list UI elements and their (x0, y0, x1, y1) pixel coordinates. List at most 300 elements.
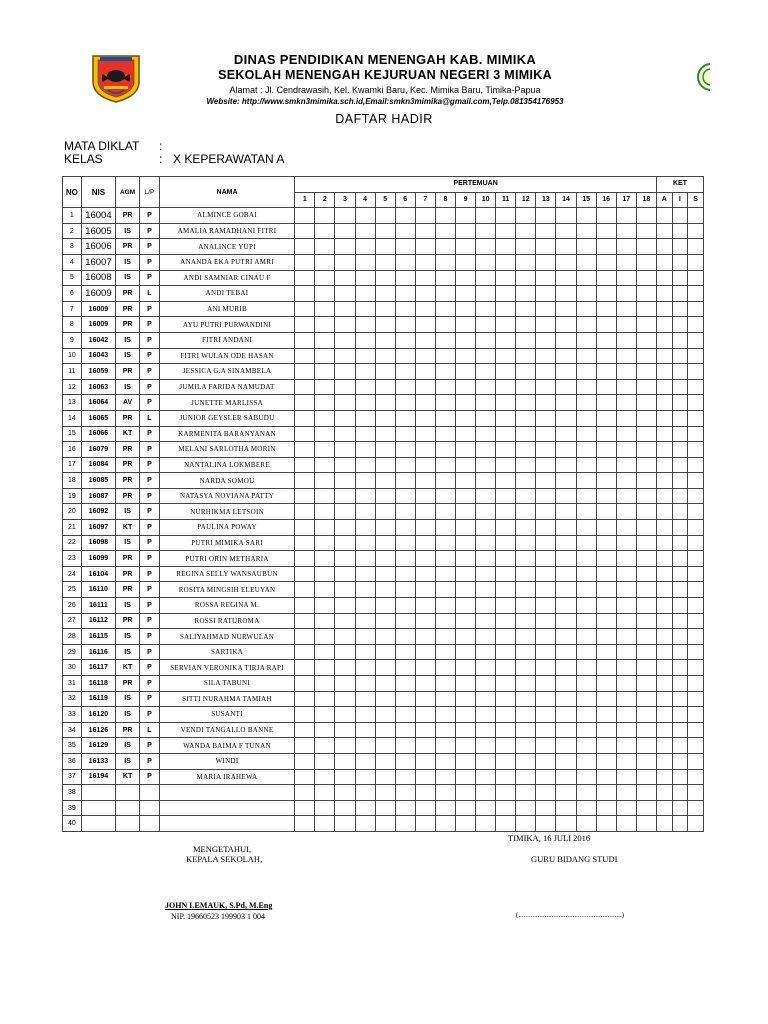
student-nis: 16005 (81, 223, 115, 239)
attendance-cell (496, 301, 516, 317)
pertemuan-number: 9 (455, 192, 475, 208)
attendance-cell (596, 239, 616, 255)
table-row (63, 566, 704, 582)
attendance-cell (636, 286, 656, 302)
attendance-cell (576, 676, 596, 692)
attendance-cell (395, 442, 415, 458)
table-row (63, 800, 704, 816)
attendance-cell (616, 598, 636, 614)
attendance-cell (455, 691, 475, 707)
attendance-cell (415, 800, 435, 816)
student-gender: P (140, 488, 160, 504)
row-number: 6 (63, 286, 82, 302)
attendance-cell (295, 208, 315, 224)
student-nis: 16104 (81, 566, 115, 582)
attendance-cell (375, 613, 395, 629)
attendance-cell (496, 660, 516, 676)
attendance-cell (315, 816, 335, 832)
attendance-cell (536, 488, 556, 504)
attendance-cell (375, 457, 395, 473)
student-nis: 16092 (81, 504, 115, 520)
attendance-cell (616, 270, 636, 286)
attendance-cell (672, 660, 688, 676)
attendance-cell (576, 644, 596, 660)
attendance-cell (596, 364, 616, 380)
attendance-cell (556, 426, 576, 442)
attendance-cell (375, 520, 395, 536)
attendance-cell (688, 613, 704, 629)
attendance-cell (556, 332, 576, 348)
attendance-cell (315, 223, 335, 239)
attendance-cell (435, 457, 455, 473)
attendance-cell (395, 395, 415, 411)
student-gender: P (140, 364, 160, 380)
row-number: 32 (63, 691, 82, 707)
mata-diklat-colon: : (159, 139, 163, 153)
attendance-cell (476, 301, 496, 317)
attendance-cell (415, 551, 435, 567)
attendance-cell (395, 660, 415, 676)
attendance-cell (455, 254, 475, 270)
attendance-cell (636, 613, 656, 629)
attendance-cell (536, 504, 556, 520)
attendance-cell (335, 800, 355, 816)
attendance-cell (295, 301, 315, 317)
attendance-cell (415, 348, 435, 364)
row-number: 13 (63, 395, 82, 411)
attendance-cell (636, 738, 656, 754)
attendance-cell (688, 379, 704, 395)
attendance-cell (596, 816, 616, 832)
row-number: 14 (63, 410, 82, 426)
student-gender: P (140, 317, 160, 333)
student-religion: IS (116, 270, 140, 286)
attendance-cell (315, 566, 335, 582)
attendance-cell (395, 551, 415, 567)
attendance-cell (355, 660, 375, 676)
attendance-cell (395, 785, 415, 801)
attendance-cell (576, 613, 596, 629)
attendance-cell (435, 504, 455, 520)
attendance-cell (688, 410, 704, 426)
attendance-cell (656, 223, 672, 239)
table-row (63, 317, 704, 333)
attendance-cell (576, 551, 596, 567)
attendance-cell (335, 488, 355, 504)
attendance-cell (455, 332, 475, 348)
attendance-cell (616, 535, 636, 551)
attendance-cell (455, 785, 475, 801)
student-gender: P (140, 395, 160, 411)
attendance-cell (355, 753, 375, 769)
attendance-cell (415, 332, 435, 348)
attendance-cell (335, 348, 355, 364)
attendance-cell (616, 629, 636, 645)
attendance-cell (335, 395, 355, 411)
attendance-cell (295, 348, 315, 364)
attendance-cell (335, 566, 355, 582)
attendance-cell (576, 442, 596, 458)
attendance-cell (476, 707, 496, 723)
table-row (63, 753, 704, 769)
attendance-cell (616, 676, 636, 692)
attendance-cell (435, 520, 455, 536)
attendance-cell (496, 473, 516, 489)
student-nis: 16116 (81, 644, 115, 660)
student-nis: 16087 (81, 488, 115, 504)
attendance-cell (395, 722, 415, 738)
attendance-cell (596, 395, 616, 411)
attendance-cell (455, 426, 475, 442)
attendance-cell (688, 691, 704, 707)
attendance-cell (435, 379, 455, 395)
attendance-cell (576, 816, 596, 832)
row-number: 31 (63, 676, 82, 692)
attendance-cell (335, 644, 355, 660)
attendance-cell (496, 613, 516, 629)
attendance-cell (516, 753, 536, 769)
attendance-cell (656, 691, 672, 707)
attendance-cell (556, 566, 576, 582)
attendance-cell (516, 613, 536, 629)
attendance-cell (496, 286, 516, 302)
attendance-cell (636, 582, 656, 598)
student-name: AMALIA RAMADHANI FITRI (159, 223, 294, 239)
attendance-cell (616, 769, 636, 785)
attendance-cell (375, 442, 395, 458)
attendance-cell (335, 769, 355, 785)
attendance-cell (556, 707, 576, 723)
table-row (63, 286, 704, 302)
attendance-cell (656, 738, 672, 754)
student-name: SARTIKA (159, 644, 294, 660)
attendance-cell (656, 629, 672, 645)
attendance-cell (455, 301, 475, 317)
attendance-cell (576, 379, 596, 395)
attendance-cell (656, 816, 672, 832)
attendance-cell (672, 753, 688, 769)
attendance-cell (656, 270, 672, 286)
table-row (63, 629, 704, 645)
student-religion: PR (116, 364, 140, 380)
attendance-cell (616, 551, 636, 567)
attendance-cell (576, 769, 596, 785)
row-number: 34 (63, 722, 82, 738)
attendance-cell (576, 785, 596, 801)
table-header-row (63, 177, 704, 193)
attendance-cell (672, 598, 688, 614)
attendance-cell (636, 707, 656, 723)
attendance-cell (596, 488, 616, 504)
student-gender: P (140, 551, 160, 567)
student-religion: IS (116, 738, 140, 754)
attendance-cell (636, 800, 656, 816)
pertemuan-number: 7 (415, 192, 435, 208)
attendance-cell (315, 379, 335, 395)
attendance-cell (688, 286, 704, 302)
attendance-cell (496, 753, 516, 769)
attendance-cell (536, 566, 556, 582)
attendance-cell (672, 457, 688, 473)
student-religion: PR (116, 239, 140, 255)
attendance-cell (596, 753, 616, 769)
attendance-cell (616, 644, 636, 660)
attendance-cell (496, 520, 516, 536)
student-religion: IS (116, 753, 140, 769)
row-number: 20 (63, 504, 82, 520)
attendance-cell (415, 457, 435, 473)
attendance-cell (315, 239, 335, 255)
attendance-cell (636, 270, 656, 286)
student-gender: P (140, 520, 160, 536)
ket-letter: I (672, 192, 688, 208)
attendance-cell (435, 364, 455, 380)
pertemuan-number: 10 (476, 192, 496, 208)
attendance-cell (536, 598, 556, 614)
student-religion: PR (116, 286, 140, 302)
attendance-cell (415, 270, 435, 286)
table-row (63, 426, 704, 442)
attendance-cell (335, 504, 355, 520)
attendance-cell (556, 535, 576, 551)
attendance-cell (556, 504, 576, 520)
attendance-cell (596, 691, 616, 707)
attendance-cell (335, 660, 355, 676)
attendance-cell (496, 442, 516, 458)
attendance-cell (536, 582, 556, 598)
attendance-cell (516, 348, 536, 364)
attendance-cell (355, 520, 375, 536)
attendance-cell (476, 488, 496, 504)
attendance-cell (295, 707, 315, 723)
attendance-cell (295, 488, 315, 504)
attendance-cell (576, 410, 596, 426)
attendance-cell (656, 707, 672, 723)
attendance-cell (516, 254, 536, 270)
attendance-cell (636, 332, 656, 348)
attendance-cell (415, 208, 435, 224)
attendance-cell (576, 457, 596, 473)
attendance-cell (415, 582, 435, 598)
student-gender: L (140, 722, 160, 738)
attendance-cell (556, 629, 576, 645)
attendance-cell (435, 254, 455, 270)
attendance-cell (476, 348, 496, 364)
ket-letter: S (688, 192, 704, 208)
attendance-cell (556, 239, 576, 255)
header-pertemuan: PERTEMUAN (295, 177, 657, 193)
attendance-cell (576, 473, 596, 489)
attendance-cell (295, 613, 315, 629)
attendance-cell (688, 753, 704, 769)
attendance-cell (688, 644, 704, 660)
attendance-cell (536, 317, 556, 333)
attendance-cell (596, 613, 616, 629)
attendance-cell (556, 270, 576, 286)
attendance-cell (476, 208, 496, 224)
attendance-cell (516, 332, 536, 348)
kelas-label: KELAS (64, 152, 103, 166)
attendance-cell (516, 488, 536, 504)
attendance-cell (536, 239, 556, 255)
attendance-cell (455, 239, 475, 255)
attendance-cell (656, 488, 672, 504)
student-name: ANALINCE YUPI (159, 239, 294, 255)
student-nis: 16004 (81, 208, 115, 224)
attendance-cell (476, 551, 496, 567)
attendance-cell (516, 286, 536, 302)
attendance-cell (496, 208, 516, 224)
attendance-cell (496, 410, 516, 426)
attendance-cell (656, 582, 672, 598)
attendance-cell (435, 223, 455, 239)
attendance-cell (295, 551, 315, 567)
attendance-cell (596, 332, 616, 348)
student-nis (81, 800, 115, 816)
attendance-cell (496, 769, 516, 785)
student-gender (140, 800, 160, 816)
table-row (63, 520, 704, 536)
student-religion: IS (116, 348, 140, 364)
attendance-cell (576, 753, 596, 769)
attendance-cell (375, 473, 395, 489)
attendance-cell (295, 785, 315, 801)
attendance-cell (536, 379, 556, 395)
table-row (63, 707, 704, 723)
attendance-cell (656, 598, 672, 614)
attendance-cell (672, 442, 688, 458)
pertemuan-number: 15 (576, 192, 596, 208)
attendance-cell (435, 582, 455, 598)
attendance-cell (476, 613, 496, 629)
attendance-cell (455, 769, 475, 785)
attendance-cell (395, 598, 415, 614)
pertemuan-number: 6 (395, 192, 415, 208)
attendance-cell (576, 364, 596, 380)
attendance-cell (516, 800, 536, 816)
attendance-cell (556, 488, 576, 504)
student-name: ANDI SAMNIAR CINAU F (159, 270, 294, 286)
attendance-cell (496, 582, 516, 598)
attendance-cell (672, 566, 688, 582)
attendance-cell (576, 535, 596, 551)
student-nis: 16079 (81, 442, 115, 458)
attendance-cell (295, 753, 315, 769)
attendance-cell (596, 629, 616, 645)
attendance-cell (616, 816, 636, 832)
attendance-cell (395, 816, 415, 832)
attendance-cell (656, 753, 672, 769)
attendance-cell (476, 473, 496, 489)
attendance-cell (656, 208, 672, 224)
attendance-cell (536, 535, 556, 551)
attendance-cell (656, 613, 672, 629)
student-name: MELANI SARLOTHA MORIN (159, 442, 294, 458)
attendance-cell (395, 488, 415, 504)
attendance-cell (335, 223, 355, 239)
attendance-cell (556, 473, 576, 489)
attendance-cell (375, 816, 395, 832)
attendance-cell (536, 270, 556, 286)
attendance-cell (415, 364, 435, 380)
attendance-cell (496, 317, 516, 333)
attendance-cell (435, 816, 455, 832)
attendance-cell (395, 379, 415, 395)
attendance-cell (496, 738, 516, 754)
school-website: Website: http://www.smkn3mimika.sch.id,Email:smkn3mimika@gmail.com,Telp.081354176953 (206, 97, 564, 106)
attendance-cell (355, 410, 375, 426)
attendance-cell (315, 254, 335, 270)
row-number: 36 (63, 753, 82, 769)
attendance-cell (315, 395, 335, 411)
attendance-cell (355, 442, 375, 458)
attendance-cell (516, 410, 536, 426)
attendance-cell (516, 629, 536, 645)
attendance-cell (355, 457, 375, 473)
attendance-cell (656, 644, 672, 660)
header-lp: L/P (140, 177, 160, 208)
student-religion: PR (116, 566, 140, 582)
student-name: ROSSA REGINA M. (159, 598, 294, 614)
attendance-cell (395, 426, 415, 442)
attendance-cell (536, 816, 556, 832)
attendance-cell (636, 223, 656, 239)
attendance-cell (375, 535, 395, 551)
student-name: WINDI (159, 753, 294, 769)
attendance-cell (636, 722, 656, 738)
student-nis: 16006 (81, 239, 115, 255)
attendance-cell (415, 239, 435, 255)
header-no: NO (63, 177, 82, 208)
attendance-cell (516, 270, 536, 286)
attendance-cell (476, 520, 496, 536)
attendance-cell (616, 208, 636, 224)
attendance-cell (335, 442, 355, 458)
attendance-cell (576, 270, 596, 286)
student-name: PUTRI ORIN METHARIA (159, 551, 294, 567)
student-gender: P (140, 473, 160, 489)
table-row (63, 582, 704, 598)
attendance-cell (455, 644, 475, 660)
attendance-cell (455, 598, 475, 614)
student-name: JUNETTE MARLISSA (159, 395, 294, 411)
attendance-cell (476, 535, 496, 551)
row-number: 18 (63, 473, 82, 489)
attendance-cell (375, 286, 395, 302)
attendance-cell (375, 551, 395, 567)
attendance-cell (636, 301, 656, 317)
attendance-cell (476, 660, 496, 676)
attendance-cell (576, 504, 596, 520)
attendance-cell (355, 317, 375, 333)
attendance-cell (476, 785, 496, 801)
attendance-cell (455, 660, 475, 676)
attendance-cell (335, 676, 355, 692)
attendance-cell (295, 332, 315, 348)
attendance-cell (335, 753, 355, 769)
attendance-cell (556, 364, 576, 380)
attendance-cell (375, 769, 395, 785)
attendance-cell (355, 722, 375, 738)
row-number: 30 (63, 660, 82, 676)
school-logo-icon (90, 52, 142, 104)
student-nis: 16065 (81, 410, 115, 426)
attendance-cell (688, 332, 704, 348)
table-row (63, 644, 704, 660)
attendance-cell (295, 691, 315, 707)
student-religion: KT (116, 426, 140, 442)
attendance-cell (435, 785, 455, 801)
